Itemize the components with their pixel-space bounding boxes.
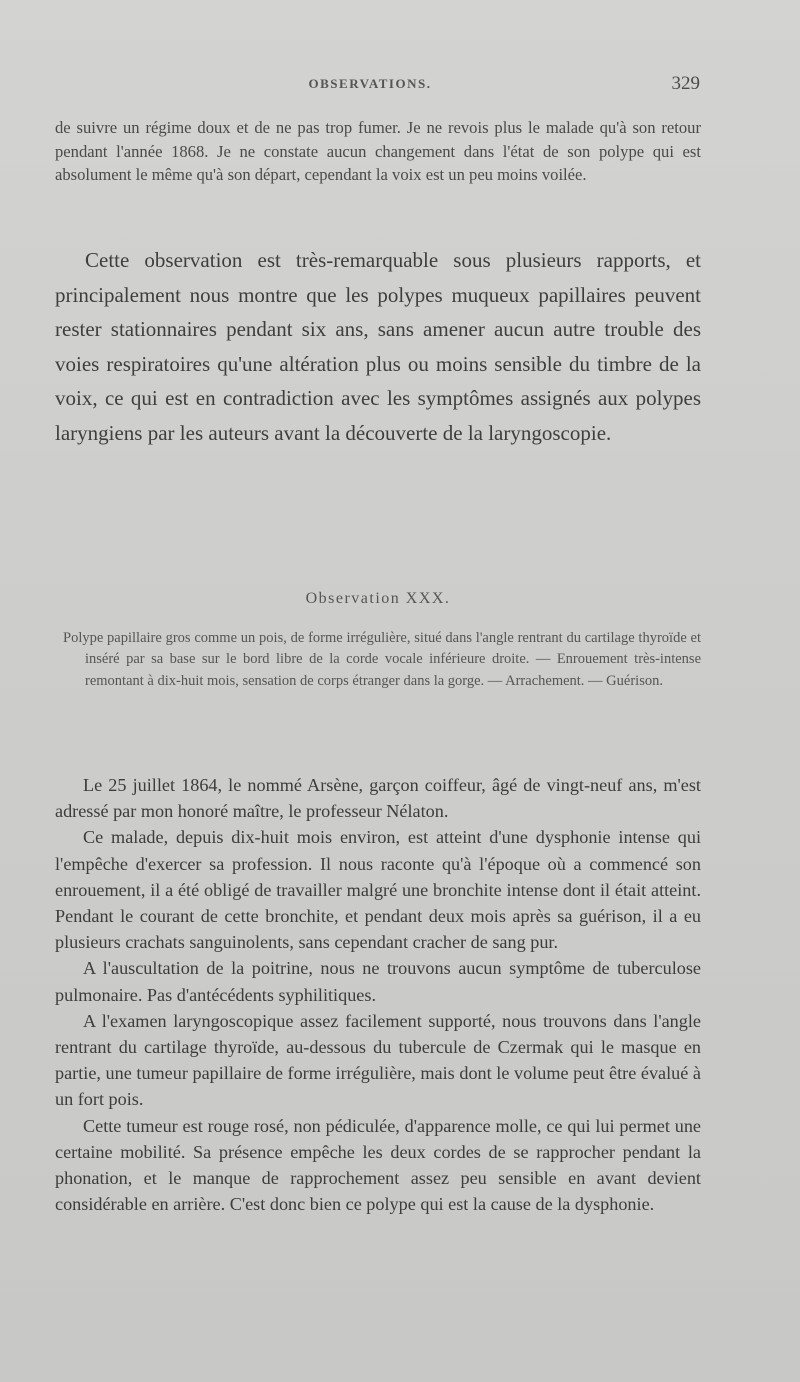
observation-heading: Observation XXX. (305, 590, 451, 607)
comment-paragraph: Cette observation est très-remarquable sous plusieurs rapports, et principalement nous montre que les polypes muqueux papillaires peuvent rester stationnaires pendant six ans, sans amener aucun autre trouble des voies respiratoires qu'une altération plus ou moins sensible du timbre de la voix, ce qui est en contradiction avec les symptômes assignés aux polypes laryngiens par les auteurs avant la découverte de la laryngoscopie. (55, 248, 701, 445)
comment-block (55, 243, 701, 450)
top-paragraph-block (55, 116, 701, 187)
observation-summary-block (55, 628, 701, 692)
body-paragraph-5: Cette tumeur est rouge rosé, non pédiculée, d'apparence molle, ce qui lui permet une certaine mobilité. Sa présence empêche les deux cordes de se rapprocher pendant la phonation, et le manque de rapprochement assez peu sensible en avant devient considérable en arrière. C'est donc bien ce polype qui est la cause de la dysphonie. (55, 1115, 701, 1215)
observation-summary: Polype papillaire gros comme un pois, de forme irrégulière, situé dans l'angle rentrant du cartilage thyroïde et inséré par sa base sur le bord libre de la corde vocale inférieure droite. — Enrouement très-intense remontant à dix-huit mois, sensation de corps étranger dans la gorge. — Arrachement. — Guérison. (63, 630, 701, 689)
body-paragraph-4: A l'examen laryngoscopique assez facilement supporté, nous trouvons dans l'angle rentrant du cartilage thyroïde, au-dessous du tubercule de Czermak qui le masque en partie, une tumeur papillaire de forme irrégulière, mais dont le volume peut être évalué à un fort pois. (55, 1010, 701, 1110)
page-number: 329 (671, 73, 700, 94)
body-paragraph-1: Le 25 juillet 1864, le nommé Arsène, garçon coiffeur, âgé de vingt-neuf ans, m'est adressé par mon honoré maître, le professeur Nélaton. (55, 775, 701, 822)
observation-body (55, 772, 701, 1217)
body-paragraph-3: A l'auscultation de la poitrine, nous ne trouvons aucun symptôme de tuberculose pulmonaire. Pas d'antécédents syphilitiques. (55, 958, 701, 1005)
running-head (40, 73, 700, 100)
running-head-title: OBSERVATIONS. (308, 76, 432, 91)
body-paragraph-2: Ce malade, depuis dix-huit mois environ, est atteint d'une dysphonie intense qui l'empêche d'exercer sa profession. Il nous raconte qu'à l'époque où a commencé son enrouement, il a été obligé de travailler malgré une bronchite intense dont il était atteint. Pendant le courant de cette bronchite, et pendant deux mois après sa guérison, il a eu plusieurs crachats sanguinolents, sans cependant cracher de sang pur. (55, 827, 701, 953)
top-paragraph: de suivre un régime doux et de ne pas trop fumer. Je ne revois plus le malade qu'à son retour pendant l'année 1868. Je ne constate aucun changement dans l'état de son polype qui est absolument le même qu'à son départ, cependant la voix est un peu moins voilée. (55, 118, 701, 184)
